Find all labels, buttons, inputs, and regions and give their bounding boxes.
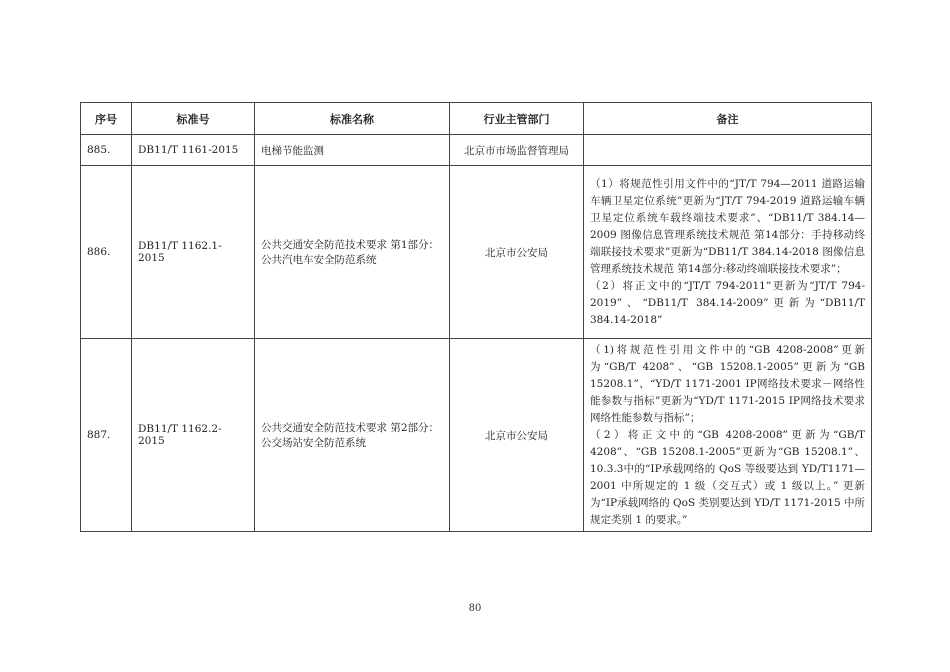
header-department: 行业主管部门 xyxy=(450,103,584,135)
remarks xyxy=(584,166,872,339)
table-row xyxy=(81,166,872,339)
department: 北京市公安局 xyxy=(450,166,584,339)
remark-item-1: （1）将规范性引用文件中的“JT/T 794—2011 道路运输车辆卫星定位系统”更新为“JT/T 794-2019 道路运输车辆卫星定位系统车载终端技术要求”、“DB11/T 384.14—2009 图像信息管理系统技术规范 第14部分：手持移动终端联接技术要求”更新为“DB11/T 384.14-2018 图像信息管理系统技术规范 第14部分:移动终端联接技术要求”； xyxy=(590,177,865,275)
table-row xyxy=(81,135,872,166)
table-row xyxy=(81,339,872,532)
header-standard-name: 标准名称 xyxy=(255,103,450,135)
department: 北京市公安局 xyxy=(450,339,584,532)
standard-code: DB11/T 1162.1-2015 xyxy=(132,166,255,339)
department: 北京市市场监督管理局 xyxy=(450,135,584,166)
row-number: 886. xyxy=(81,166,132,339)
row-number: 887. xyxy=(81,339,132,532)
header-remarks: 备注 xyxy=(584,103,872,135)
row-number: 885. xyxy=(81,135,132,166)
header-seq: 序号 xyxy=(81,103,132,135)
page-number: 80 xyxy=(468,603,482,614)
standard-name: 公共交通安全防范技术要求 第1部分：公共汽电车安全防范系统 xyxy=(255,166,450,339)
remark-item-2: （2）将正文中的“GB 4208-2008”更新为“GB/T 4208”、“GB 15208.1-2005”更新为“GB 15208.1”、10.3.3中的“IP承载网络的 QoS 等级要达到 YD/T1171—2001 中所规定的 1 级（交互式）或 1 级以上。” 更新为“IP承载网络的 QoS 类别要达到 YD/T 1171-2015 中所规定类别 1 的要求。” xyxy=(590,428,865,526)
standard-name: 电梯节能监测 xyxy=(255,135,450,166)
standard-code: DB11/T 1162.2-2015 xyxy=(132,339,255,532)
table-header-row xyxy=(81,103,872,135)
remark-item-2: （2）将正文中的“JT/T 794-2011”更新为“JT/T 794-2019”、“DB11/T 384.14-2009”更新为“DB11/T 384.14-2018” xyxy=(590,279,865,326)
header-standard-code: 标准号 xyxy=(132,103,255,135)
remark-item-1: （1)将规范性引用文件中的“GB 4208-2008”更新为“GB/T 4208”、“GB 15208.1-2005”更新为“GB 15208.1”、“YD/T 1171-2001 IP网络技术要求－网络性能参数与指标”更新为“YD/T 1171-2015 IP网络技术要求 网络性能参数与指标”； xyxy=(590,343,865,424)
standard-code: DB11/T 1161-2015 xyxy=(132,135,255,166)
remarks xyxy=(584,135,872,166)
standard-name: 公共交通安全防范技术要求 第2部分：公交场站安全防范系统 xyxy=(255,339,450,532)
remarks xyxy=(584,339,872,532)
standards-table xyxy=(80,102,872,532)
